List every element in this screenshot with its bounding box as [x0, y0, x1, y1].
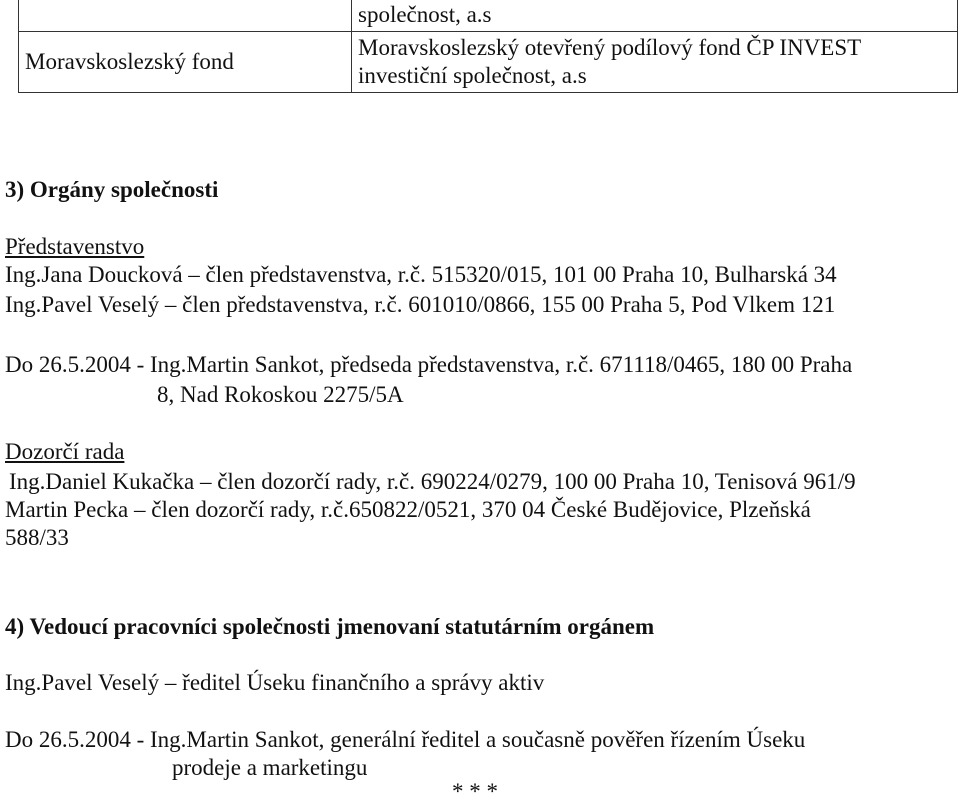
- list-item: Do 26.5.2004 - Ing.Martin Sankot, předseda představenstva, r.č. 671118/0465, 180 00 Praha: [5, 352, 853, 377]
- subsection-title: Představenstvo: [5, 234, 145, 259]
- cell-text: investiční společnost, a.s: [358, 63, 587, 88]
- list-item: Ing.Jana Doucková – člen představenstva, r.č. 515320/015, 101 00 Praha 10, Bulharská 34: [5, 262, 837, 287]
- subsection-title: Dozorčí rada: [5, 439, 125, 464]
- fund-table: [18, 0, 958, 93]
- table-cell: [352, 0, 958, 32]
- list-item-continuation: 588/33: [5, 525, 69, 550]
- cell-text: Moravskoslezský otevřený podílový fond ČP INVEST: [358, 35, 862, 60]
- table-cell: Moravskoslezský fond: [19, 32, 352, 93]
- table-cell: [19, 0, 352, 32]
- list-item: Ing.Daniel Kukačka – člen dozorčí rady, r.č. 690224/0279, 100 00 Praha 10, Tenisová 961/9: [9, 469, 856, 494]
- list-item: Do 26.5.2004 - Ing.Martin Sankot, generální ředitel a současně pověřen řízením Úseku: [5, 727, 806, 752]
- table-row: [19, 0, 958, 32]
- cell-text: společnost, a.s: [358, 2, 492, 27]
- table-cell: [352, 32, 958, 93]
- list-item: Ing.Pavel Veselý – ředitel Úseku finančního a správy aktiv: [5, 670, 545, 695]
- list-item-continuation: 8, Nad Rokoskou 2275/5A: [157, 382, 404, 407]
- end-mark: * * *: [452, 779, 498, 804]
- list-item: Ing.Pavel Veselý – člen představenstva, r.č. 601010/0866, 155 00 Praha 5, Pod Vlkem 121: [5, 292, 836, 317]
- section-heading: 4) Vedoucí pracovníci společnosti jmenovaní statutárním orgánem: [5, 614, 655, 639]
- list-item: Martin Pecka – člen dozorčí rady, r.č.650822/0521, 370 04 České Budějovice, Plzeňská: [5, 497, 811, 522]
- table-row: [19, 32, 958, 93]
- list-item-continuation: prodeje a marketingu: [172, 755, 368, 780]
- section-heading: 3) Orgány společnosti: [5, 177, 219, 202]
